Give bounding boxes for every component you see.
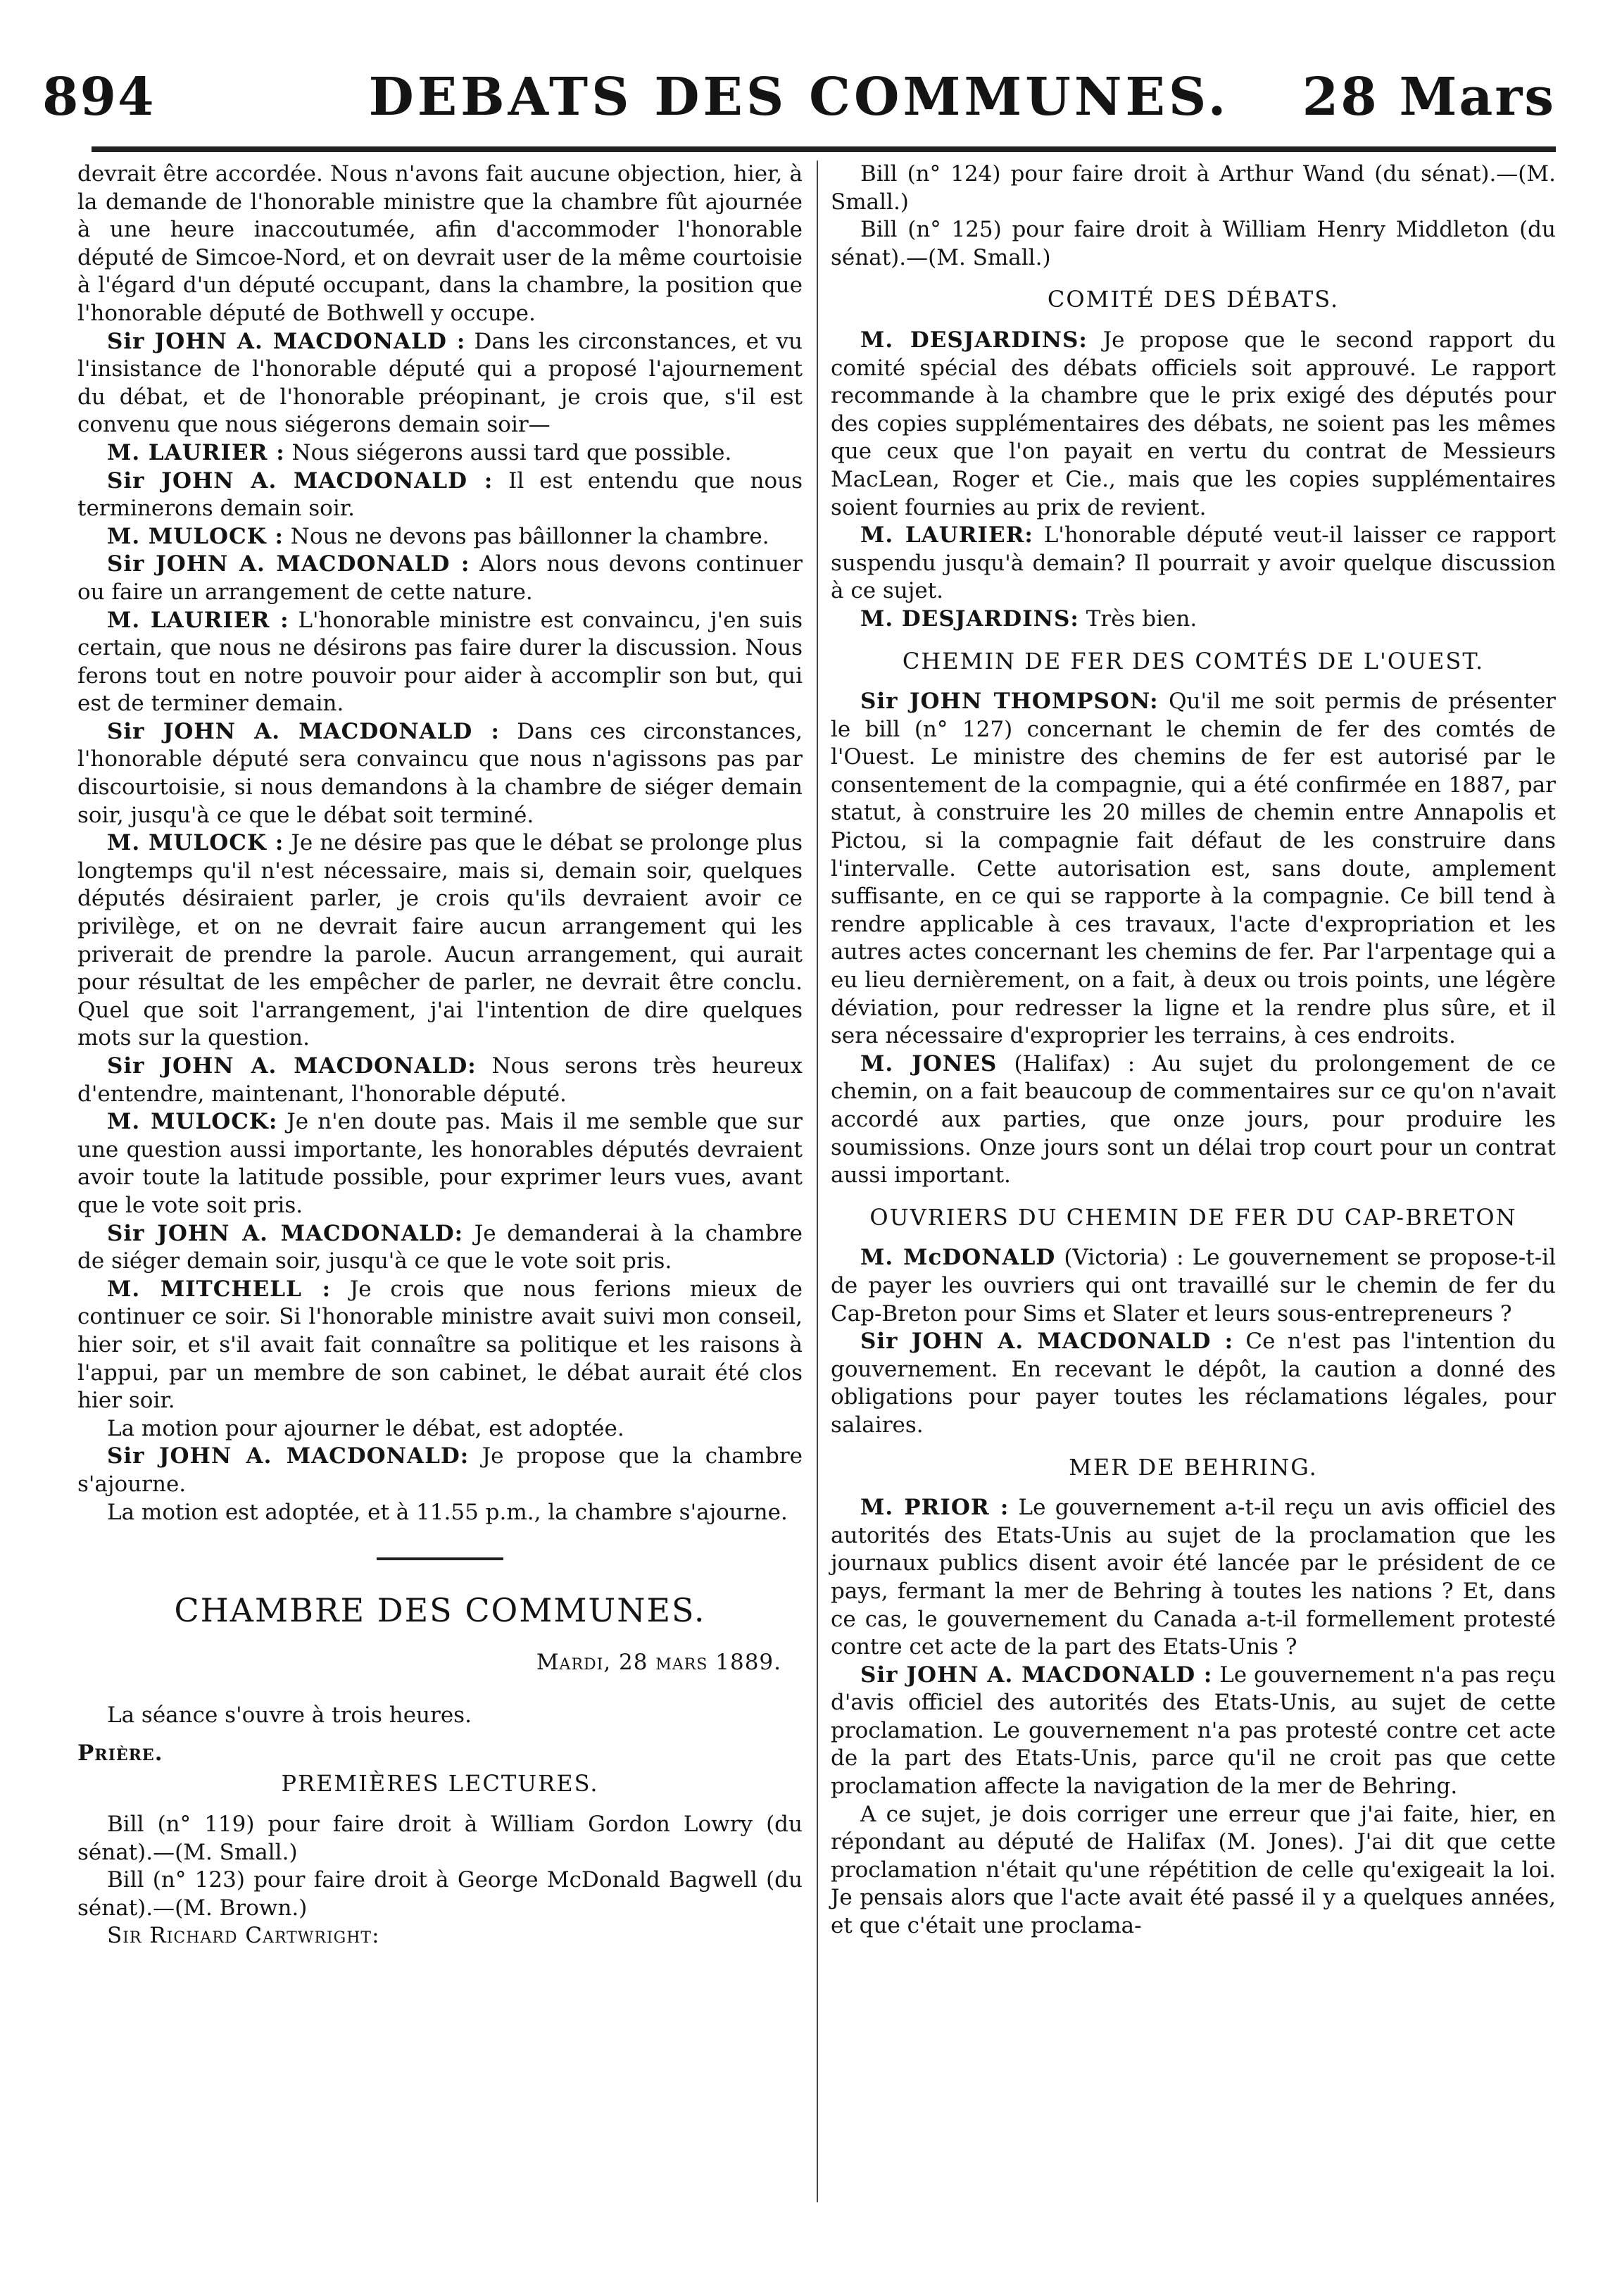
- speech-text: Dans ces circonstances, l'honorable député sera convaincu que nous n'agissons pas par discourtoisie, si nous demandons à la chambre de siéger demain soir, jusqu'à ce que le débat soit terminé.: [77, 718, 803, 828]
- paragraph: Bill (n° 125) pour faire droit à William Henry Middleton (du sénat).—(M. Small.): [831, 217, 1556, 270]
- speech-text: L'honorable député veut-il laisser ce rapport suspendu jusqu'à demain? Il pourrait y avoir quelque discussion à ce sujet.: [831, 522, 1556, 604]
- speech-text: Je ne désire pas que le débat se prolonge plus longtemps qu'il n'est nécessaire, mais si, demain soir, quelques députés désiraient parler, je crois qu'ils devraient avoir ce privilège, et on ne devrait faire aucun arrangement qui les priverait de prendre la parole. Aucun arrangement, qui aurait pour résultat de les empêcher de parler, ne devrait être conclu. Quel que soit l'arrangement, j'ai l'intention de dire quelques mots sur la question.: [77, 830, 803, 1051]
- left-column: [77, 161, 803, 1950]
- paragraph: [77, 1443, 803, 1498]
- section-heading: CHEMIN DE FER DES COMTÉS DE L'OUEST.: [902, 647, 1485, 675]
- publication-title: DEBATS DES COMMUNES.: [368, 67, 1230, 127]
- speaker-name: Sir JOHN A. MACDONALD:: [107, 1443, 470, 1469]
- speaker-name: M. LAURIER :: [107, 607, 289, 633]
- page-number: 894: [42, 67, 156, 127]
- chamber-title: CHAMBRE DES COMMUNES.: [174, 1591, 706, 1630]
- speaker-name: Sir Richard Cartwright:: [107, 1923, 380, 1949]
- paragraph: [831, 522, 1556, 606]
- paragraph: [77, 439, 803, 468]
- paragraph: [831, 1328, 1556, 1439]
- paragraph: [77, 523, 803, 551]
- speaker-name: Sir JOHN A. MACDONALD :: [107, 328, 466, 354]
- paragraph: [831, 1050, 1556, 1190]
- paragraph: [77, 718, 803, 829]
- paragraph: [77, 551, 803, 606]
- paragraph: [77, 1220, 803, 1276]
- prayer-label: Prière.: [77, 1740, 163, 1766]
- paragraph: [831, 606, 1556, 634]
- speech-text: Dans les circonstances, et vu l'insistance de l'honorable député qui a proposé l'ajournement du débat, et de l'honorable préopinant, je crois que, s'il est convenu que nous siégerons demain soir—: [77, 328, 803, 438]
- speech-text: Ce n'est pas l'intention du gouvernement. En recevant le dépôt, la caution a donné des obligations pour payer toutes les réclamations légales, pour salaires.: [831, 1329, 1556, 1438]
- speaker-name: M. LAURIER:: [860, 522, 1033, 548]
- speech-text: Nous serons très heureux d'entendre, maintenant, l'honorable député.: [77, 1053, 803, 1107]
- speaker-name: M. PRIOR :: [860, 1495, 1010, 1521]
- speaker-name: M. McDONALD: [860, 1245, 1056, 1271]
- header-rule: [92, 146, 1556, 152]
- speech-text: Je demanderai à la chambre de siéger demain soir, jusqu'à ce que le vote soit pris.: [77, 1220, 803, 1274]
- paragraph: Bill (n° 119) pour faire droit à William Gordon Lowry (du sénat).—(M. Small.): [77, 1812, 803, 1865]
- speech-text: (Victoria) : Le gouvernement se propose-t-il de payer les ouvriers qui ont travaillé sur le chemin de fer du Cap-Breton pour Sims et Slater et leurs sous-entrepreneurs ?: [831, 1245, 1556, 1326]
- speaker-name: Sir JOHN THOMPSON:: [860, 689, 1159, 715]
- paragraph: [831, 688, 1556, 1050]
- speaker-name: M. MULOCK :: [107, 523, 284, 549]
- paragraph: A ce sujet, je dois corriger une erreur que j'ai faite, hier, en répondant au député de Halifax (M. Jones). J'ai dit que cette proclamation n'était qu'une répétition de celle qu'exigeait la loi. Je pensais alors que l'acte avait été passé il y a quelques années, et que c'était une proclama-: [831, 1801, 1556, 1939]
- speaker-name: Sir JOHN A. MACDONALD :: [860, 1662, 1213, 1688]
- speaker-name: M. MULOCK:: [107, 1109, 278, 1135]
- right-column: [831, 161, 1556, 1940]
- section-heading: MER DE BEHRING.: [1069, 1453, 1318, 1481]
- speech-text: L'honorable ministre est convaincu, j'en suis certain, que nous ne désirons pas faire durer la discussion. Nous ferons tout en notre pouvoir pour aider à accomplir son but, qui est de terminer demain.: [77, 607, 803, 717]
- paragraph: Bill (n° 123) pour faire droit à George McDonald Bagwell (du sénat).—(M. Brown.): [77, 1867, 803, 1921]
- speech-text: Très bien.: [1079, 606, 1197, 632]
- speech-text: Je n'en doute pas. Mais il me semble que sur une question aussi importante, les honorables députés devraient avoir toute la latitude possible, pour exprimer leurs vues, avant que le vote soit pris.: [77, 1109, 803, 1218]
- speaker-name: M. MULOCK :: [107, 830, 284, 856]
- speaker-name: M. JONES: [860, 1050, 998, 1077]
- paragraph: [77, 1276, 803, 1415]
- paragraph: [77, 1053, 803, 1108]
- paragraph: [831, 1244, 1556, 1328]
- paragraph: Bill (n° 124) pour faire droit à Arthur Wand (du sénat).—(M. Small.): [831, 161, 1556, 215]
- speaker-name: Sir JOHN A. MACDONALD :: [107, 551, 470, 577]
- paragraph: [831, 1662, 1556, 1801]
- section-heading: OUVRIERS DU CHEMIN DE FER DU CAP-BRETON: [869, 1203, 1517, 1231]
- section-heading: COMITÉ DES DÉBATS.: [1047, 286, 1340, 313]
- paragraph: La motion pour ajourner le débat, est adoptée.: [107, 1415, 624, 1441]
- paragraph: [831, 327, 1556, 522]
- speaker-name: Sir JOHN A. MACDONALD:: [107, 1053, 477, 1079]
- speech-text: (Halifax) : Au sujet du prolongement de ce chemin, on a fait beaucoup de commentaires sur ce qu'on n'avait accordé aux parties, que onze jours, pour produire les soumissions. Onze jours sont un délai trop court pour un contrat aussi important.: [831, 1050, 1556, 1188]
- paragraph: [831, 1494, 1556, 1662]
- paragraph: [77, 607, 803, 718]
- column-divider: [817, 161, 818, 2202]
- speaker-name: Sir JOHN A. MACDONALD:: [107, 1220, 464, 1246]
- paragraph: [77, 1108, 803, 1219]
- paragraph: devrait être accordée. Nous n'avons fait aucune objection, hier, à la demande de l'honorable ministre que la chambre fût ajournée à une heure inaccoutumée, afin d'accommoder l'honorable député de Simcoe-Nord, et on devrait user de la même courtoisie à l'égard d'un député occupant, dans la chambre, la position que l'honorable député de Bothwell y occupe.: [77, 161, 803, 326]
- speech-text: Alors nous devons continuer ou faire un arrangement de cette nature.: [77, 551, 803, 605]
- paragraph: [77, 468, 803, 523]
- speaker-name: Sir JOHN A. MACDONALD :: [860, 1329, 1234, 1355]
- speech-text: Je propose que la chambre s'ajourne.: [77, 1443, 803, 1497]
- speaker-name: Sir JOHN A. MACDONALD :: [107, 718, 500, 744]
- section-divider: [377, 1557, 503, 1560]
- speaker-name: M. MITCHELL :: [107, 1276, 332, 1302]
- speaker-name: M. LAURIER :: [107, 439, 285, 465]
- paragraph: La motion est adoptée, et à 11.55 p.m., la chambre s'ajourne.: [107, 1499, 788, 1525]
- speech-text: Nous siégerons aussi tard que possible.: [284, 439, 732, 465]
- speech-text: Nous ne devons pas bâillonner la chambre.: [283, 523, 769, 549]
- speaker-name: Sir JOHN A. MACDONALD :: [107, 468, 493, 494]
- speaker-name: M. DESJARDINS:: [860, 327, 1088, 353]
- speech-text: Le gouvernement n'a pas reçu d'avis officiel des autorités des Etats-Unis, au sujet de cette proclamation. Le gouvernement n'a pas protesté contre cet acte de la part des Etats-Unis, parce qu'il ne croit pas que cette proclamation affecte la navigation de la mer de Behring.: [831, 1662, 1556, 1800]
- speech-text: Je crois que nous ferions mieux de continuer ce soir. Si l'honorable ministre avait suivi mon conseil, hier soir, et s'il avait fait connaître sa politique et les raisons à l'appui, par un membre de son cabinet, le débat aurait été clos hier soir.: [77, 1276, 803, 1414]
- speech-text: Je propose que le second rapport du comité spécial des débats officiels soit approuvé. Le rapport recommande à la chambre que le prix exigé des députés pour des copies supplémentaires des débats, ne soient pas les mêmes que ceux que l'on payait en vertu du contrat de Messieurs MacLean, Roger et Cie., mais que les copies supplémentaires soient fournies au prix de revient.: [831, 327, 1556, 520]
- header-date: 28 Mars: [1302, 67, 1556, 127]
- speech-text: Il est entendu que nous terminerons demain soir.: [77, 468, 803, 522]
- paragraph: La séance s'ouvre à trois heures.: [107, 1702, 472, 1729]
- section-heading: PREMIÈRES LECTURES.: [281, 1770, 599, 1798]
- speech-text: Le gouvernement a-t-il reçu un avis officiel des autorités des Etats-Unis au sujet de la proclamation que les journaux publics disent avoir été lancée par le président de ce pays, fermant la mer de Behring à toutes les nations ? Et, dans ce cas, le gouvernement du Canada a-t-il formellement protesté contre cet acte de la part des Etats-Unis ?: [831, 1495, 1556, 1660]
- speech-text: Qu'il me soit permis de présenter le bill (n° 127) concernant le chemin de fer des comtés de l'Ouest. Le ministre des chemins de fer est autorisé par le consentement de la compagnie, qui a été confirmée en 1887, par statut, à construire les 20 milles de chemin entre Annapolis et Pictou, si la compagnie fait défaut de les construire dans l'intervalle. Cette autorisation est, sans doute, amplement suffisante, en ce qui se rapporte à la compagnie. Ce bill tend à rendre applicable à ces travaux, l'acte d'expropriation et les autres actes concernant les chemins de fer. Par l'arpentage qui a eu lieu dernièrement, on a fait, à deux ou trois points, une légère déviation, pour redresser la ligne et la rendre plus sûre, et il sera nécessaire d'exproprier les terrains, à ces endroits.: [831, 689, 1556, 1049]
- page-header: [42, 67, 1556, 137]
- sitting-date: Mardi, 28 mars 1889.: [536, 1649, 781, 1675]
- speaker-name: M. DESJARDINS:: [860, 606, 1079, 632]
- paragraph: [77, 328, 803, 439]
- paragraph: [77, 829, 803, 1053]
